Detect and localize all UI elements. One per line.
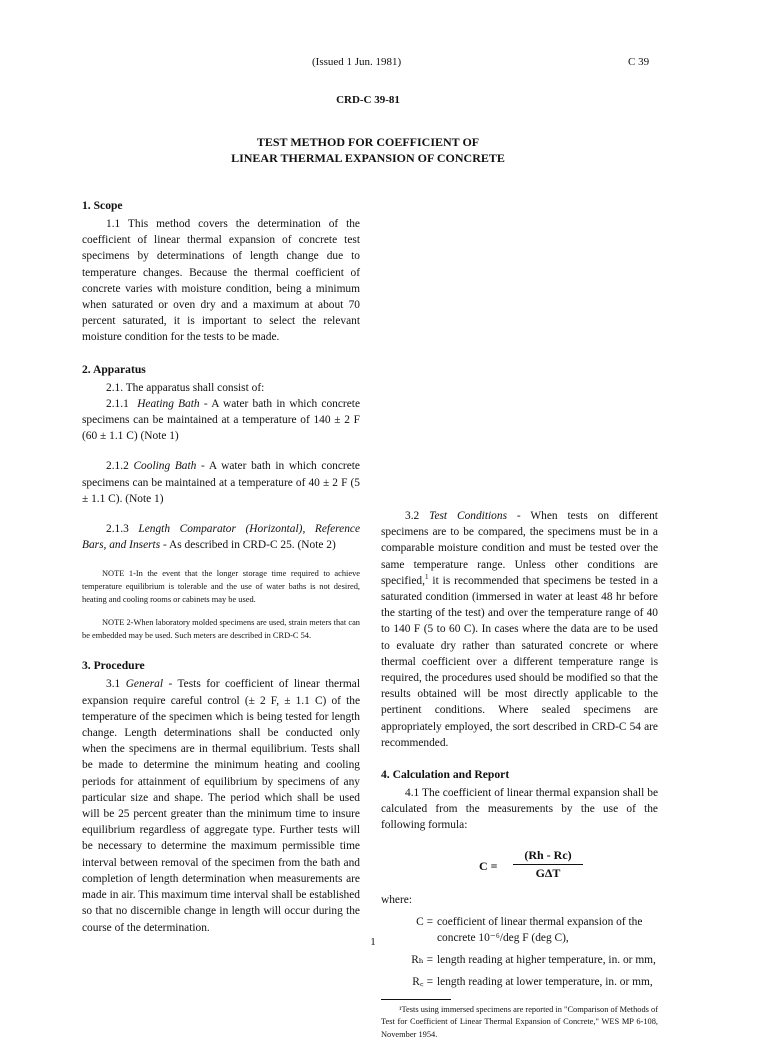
paragraph-3-2 <box>381 508 658 751</box>
page-number: 1 <box>370 936 376 948</box>
formula-fraction <box>507 846 589 881</box>
paragraph-3-1 <box>82 676 360 935</box>
formula-numerator: (Rh - Rc) <box>524 847 572 862</box>
clause-term: General <box>125 678 164 691</box>
right-column <box>381 198 658 1041</box>
document-number: CRD-C 39-81 <box>336 94 400 106</box>
definition-item <box>381 952 658 968</box>
formula <box>381 846 658 886</box>
section-heading-procedure: 3. Procedure <box>82 659 145 673</box>
note-text: laboratory molded specimens are used, strain meters that can be embedded may be used. Such meters are described in CRD-C 54. <box>82 618 360 641</box>
clause-text: - A water bath in which concrete specimens can be maintained at a temperature of 140 ± 2 F (60 ± 1.1 C) (Note 1) <box>82 397 361 443</box>
footnote-lead: ¹Tests <box>399 1004 419 1014</box>
footnote-ref: 1 <box>424 573 429 582</box>
definition-item <box>381 974 658 990</box>
section-heading-calculation: 4. Calculation and Report <box>381 768 510 782</box>
clause-term: Test Conditions <box>429 510 508 522</box>
clause-text: - Tests for coefficient of linear thermal expansion require careful control (± 2 F, ± 1.1 C) of the temperature of the specimen which is being tested for length change. Length determinations shall be conducted only when the specimens are in thermal equilibrium. Tests shall be made to determine the minimum heating and cooling periods for attainment of equilibrium by specimens of any particular size and shape. The period which shall be used will be 25 percent greater than the minimum time to insure equilibrium regardless of aggregate type. Further tests will be necessary to determine the maximum permissible time interval between removal of the specimen from the bath and completion of length determination when measurements are made in air. This maximum time interval shall be established so that no discernible change in length will occur during the course of the determination. <box>82 678 360 934</box>
issue-date: (Issued 1 Jun. 1981) <box>312 56 402 68</box>
paragraph-2-1-1 <box>82 396 360 445</box>
title-line-2: LINEAR THERMAL EXPANSION OF CONCRETE <box>231 151 505 165</box>
title-line-1: TEST METHOD FOR COEFFICIENT OF <box>256 135 480 149</box>
footnote-divider <box>381 999 451 1000</box>
left-column <box>82 198 360 936</box>
paragraph-4-1: 4.1 The coefficient of linear thermal expansion shall be calculated from the measurements by the use of the following formula: <box>381 787 658 832</box>
clause-number: 2.1.1 <box>106 397 129 410</box>
formula-denominator: GΔT <box>535 865 561 880</box>
definition-symbol: Rₕ = <box>411 954 433 967</box>
where-label: where: <box>381 893 412 906</box>
clause-number: 2.1.2 <box>106 460 129 473</box>
clause-text: - A water bath in which concrete specimens can be maintained at a temperature of 40 ± 2 F (5 ± 1.1 C). (Note 1) <box>82 460 360 505</box>
document-title <box>0 134 736 166</box>
clause-term: Cooling Bath <box>133 460 197 473</box>
section-heading-apparatus: 2. Apparatus <box>82 362 146 376</box>
clause-text: it is recommended that specimens be tested in a saturated condition (immersed in water at least 48 hr before the starting of the test) and over the temperature range of 40 to 140 F (5 to 60 C). In cases where the data are to be used to evaluate dry rather than saturated concrete or where thermal coefficient over a different temperature range is required, the procedures used should be modified so that the results obtained will be most directly applicable to the pertinent conditions. Where sealed specimens are appropriately employed, the sort described in CRD-C 54 are recommended. <box>381 574 658 749</box>
note-lead: NOTE 1-In <box>102 569 143 579</box>
definition-symbol: C = <box>416 915 433 928</box>
clause-term: Heating Bath <box>137 397 200 410</box>
definition-list <box>381 914 658 991</box>
note-lead: NOTE 2-When <box>102 618 154 628</box>
definition-symbol: R꜀ = <box>412 976 433 989</box>
formula-lhs: C = <box>479 858 498 873</box>
clause-text: - As described in CRD-C 25. (Note 2) <box>163 539 336 552</box>
clause-number: 3.1 <box>106 678 121 691</box>
footnote-text: using immersed specimens are reported in "Comparison of Methods of Test for Coefficient of Linear Thermal Expansion of Concrete," WES MP 6-108, November 1954. <box>381 1004 659 1039</box>
footnote <box>381 1004 658 1041</box>
page-code: C 39 <box>628 56 650 68</box>
paragraph-1-1: 1.1 This method covers the determination of the coefficient of linear thermal expansion of concrete test specimens by determinations of length change due to temperature changes. Because the thermal coefficient of concrete varies with moisture condition, being a minimum when saturated or oven dry and a maximum at about 70 percent saturated, it is important to select the relevant moisture condition for the tests to be made. <box>82 218 360 344</box>
clause-number: 3.2 <box>405 510 420 522</box>
definition-text: length reading at lower temperature, in. or mm, <box>437 976 653 989</box>
note-2 <box>82 616 360 642</box>
paragraph-2-1-3 <box>82 521 360 553</box>
note-1 <box>82 567 360 606</box>
note-text: the event that the longer storage time required to achieve temperature equilibrium is tolerable and the use of water baths is not desired, heating and cooling rooms or cabinets may be used. <box>82 569 361 605</box>
clause-term: Length Comparator (Horizontal), Reference Bars, and Inserts <box>82 523 360 552</box>
clause-number: 2.1.3 <box>106 523 129 536</box>
paragraph-2-1: 2.1. The apparatus shall consist of: <box>106 381 265 394</box>
paragraph-2-1-2 <box>82 458 360 507</box>
clause-text: - When tests on different specimens are to be compared, the specimens must be in a comparable moisture condition and must be tested over the same temperature range. Unless other conditions are specified, <box>381 510 658 587</box>
definition-text: length reading at higher temperature, in. or mm, <box>437 954 656 967</box>
section-heading-scope: 1. Scope <box>82 199 123 212</box>
definition-text: coefficient of linear thermal expansion of the concrete 10⁻⁶/deg F (deg C), <box>437 915 643 945</box>
